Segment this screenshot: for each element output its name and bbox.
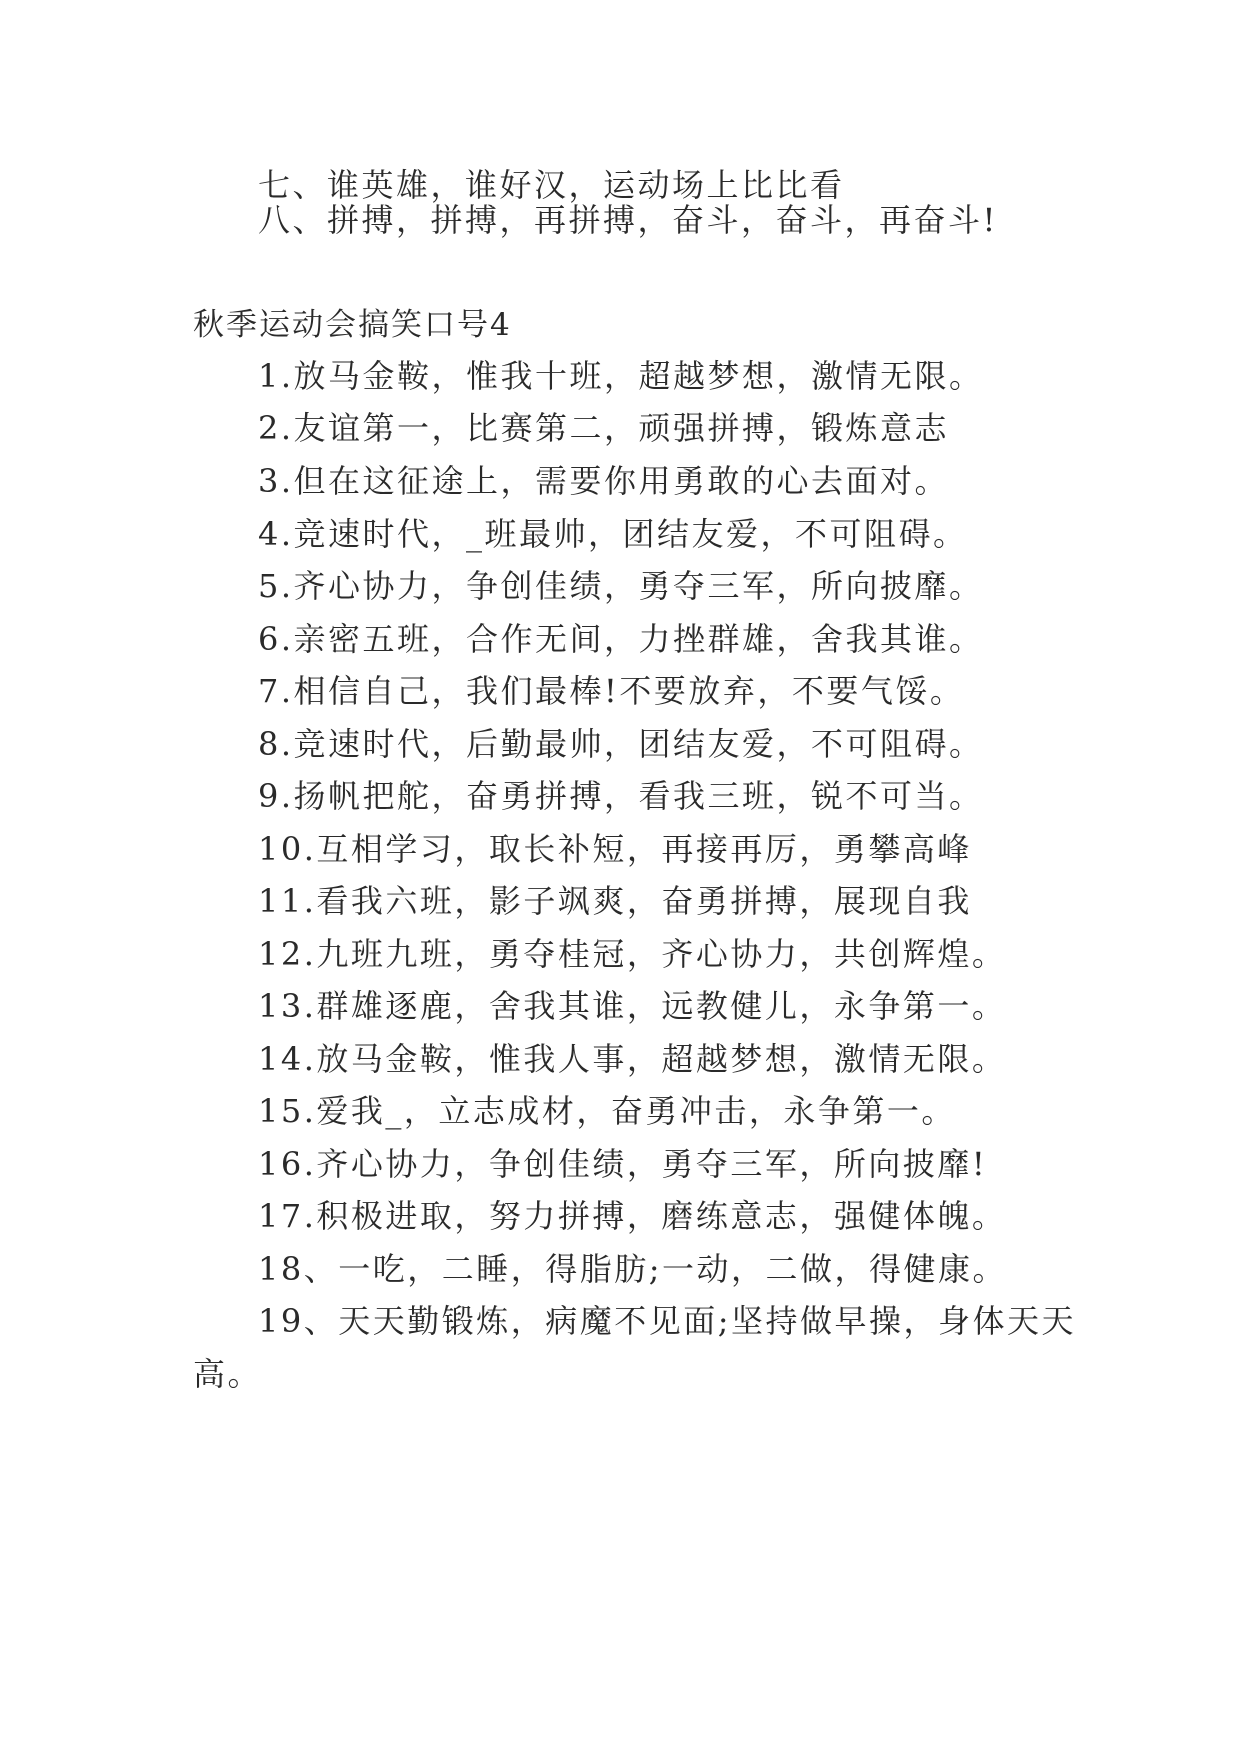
- slogan-line: 3.但在这征途上，需要你用勇敢的心去面对。: [258, 462, 950, 500]
- slogan-line: 13.群雄逐鹿，舍我其谁，远教健儿，永争第一。: [258, 987, 1007, 1025]
- slogan-line: 7.相信自己，我们最棒!不要放弃，不要气馁。: [258, 672, 965, 710]
- slogan-line: 9.扬帆把舵，奋勇拼搏，看我三班，锐不可当。: [258, 777, 984, 815]
- slogan-line: 17.积极进取，努力拼搏，磨练意志，强健体魄。: [258, 1197, 1007, 1235]
- section-title: 秋季运动会搞笑口号4: [193, 307, 512, 343]
- slogan-line: 15.爱我_，立志成材，奋勇冲击，永争第一。: [258, 1092, 956, 1130]
- slogan-line: 6.亲密五班，合作无间，力挫群雄，舍我其谁。: [258, 620, 984, 658]
- slogan-line: 12.九班九班，勇夺桂冠，齐心协力，共创辉煌。: [258, 935, 1007, 973]
- intro-line-7: 七、谁英雄，谁好汉，运动场上比比看: [258, 166, 845, 204]
- slogan-line: 16.齐心协力，争创佳绩，勇夺三军，所向披靡!: [258, 1145, 988, 1183]
- slogan-line: 10.互相学习，取长补短，再接再厉，勇攀高峰: [258, 830, 972, 868]
- slogan-line: 5.齐心协力，争创佳绩，勇夺三军，所向披靡。: [258, 567, 984, 605]
- slogan-line: 8.竞速时代，后勤最帅，团结友爱，不可阻碍。: [258, 725, 984, 763]
- slogan-line: 19、天天勤锻炼，病魔不见面;坚持做早操，身体天天: [258, 1302, 1077, 1340]
- slogan-line: 18、一吃，二睡，得脂肪;一动，二做，得健康。: [258, 1250, 1008, 1288]
- slogan-line: 4.竞速时代，_班最帅，团结友爱，不可阻碍。: [258, 515, 968, 553]
- slogan-line: 2.友谊第一，比赛第二，顽强拼搏，锻炼意志: [258, 409, 950, 447]
- slogan-line: 1.放马金鞍，惟我十班，超越梦想，激情无限。: [258, 357, 984, 395]
- intro-line-8: 八、拼搏，拼搏，再拼搏，奋斗，奋斗，再奋斗!: [258, 201, 998, 239]
- slogan-line-continuation: 高。: [193, 1355, 263, 1393]
- slogan-line: 14.放马金鞍，惟我人事，超越梦想，激情无限。: [258, 1040, 1007, 1078]
- slogan-line: 11.看我六班，影子飒爽，奋勇拼搏，展现自我: [258, 882, 972, 920]
